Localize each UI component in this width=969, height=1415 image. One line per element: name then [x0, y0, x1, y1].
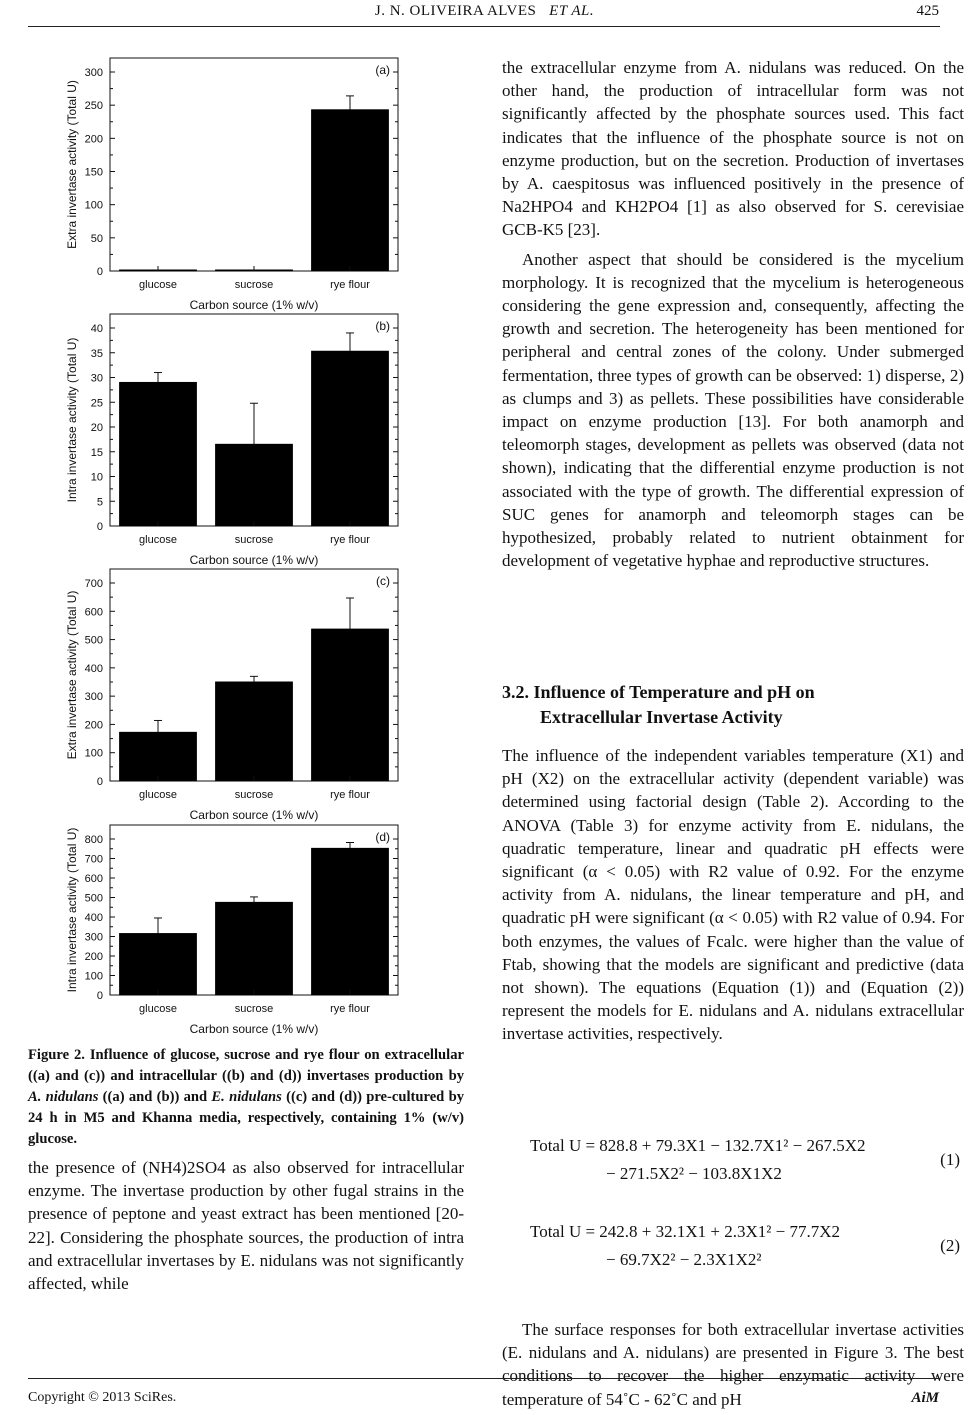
x-tick-label: glucose — [139, 279, 177, 291]
bar-rye-flour — [312, 629, 389, 781]
header-rule — [28, 26, 940, 27]
y-tick-label: 300 — [84, 691, 103, 704]
bar-glucose — [120, 732, 197, 781]
footer-rule — [28, 1378, 940, 1379]
panel-tag: (b) — [375, 319, 390, 333]
left-column-paragraph: the presence of (NH4)2SO4 as also observed for intracellular enzyme. The invertase production by other fugal strains in the presence of peptone and yeast extract has been mentioned [20-22]. Considering the phosphate sources, the production of intra and extracellular invertases by E. nidulans was not significantly affected, while — [28, 1158, 464, 1294]
x-axis-label: Carbon source (1% w/v) — [189, 553, 319, 567]
chart-panel-3 — [65, 825, 398, 1036]
equation-1 — [510, 1136, 960, 1196]
equation-2-line-2: − 69.7X2² − 2.3X1X2² — [606, 1250, 762, 1269]
y-tick-label: 200 — [84, 951, 103, 963]
y-tick-label: 0 — [96, 521, 103, 533]
y-tick-label: 200 — [84, 133, 103, 146]
y-tick-label: 0 — [96, 266, 103, 278]
equation-1-number: (1) — [940, 1150, 960, 1169]
bar-glucose — [120, 382, 197, 526]
y-tick-label: 600 — [84, 873, 103, 885]
x-tick-label: sucrose — [234, 279, 274, 291]
y-tick-label: 20 — [90, 422, 103, 434]
paragraph-factorial-design: The influence of the independent variables temperature (X1) and pH (X2) on the extracellular activity (dependent variable) was determined using factorial design (Table 2). According to the ANOVA (Table 3) for enzyme activity from E. nidulans, the quadratic temperature, linear and quadratic pH effects were significant (α < 0.05) with R2 value of 0.92. For the enzyme activity from A. nidulans, the linear temperature and pH, and quadratic pH were significant (α < 0.05) with R2 value of 0.94. For both enzymes, the values of Fcalc. were higher than the value of Ftab, showing that the models are significant and predictive (data not shown). The equations (Equation (1)) and (Equation (2)) represent the models for E. nidulans and A. nidulans extracellular invertase activities, respectively. — [502, 746, 964, 1044]
y-tick-label: 500 — [84, 892, 103, 905]
y-tick-label: 400 — [84, 912, 103, 924]
y-tick-label: 300 — [84, 931, 103, 944]
x-axis-label: Carbon source (1% w/v) — [189, 808, 319, 822]
y-tick-label: 150 — [84, 166, 103, 179]
y-tick-label: 5 — [96, 496, 103, 509]
y-tick-label: 35 — [90, 347, 103, 360]
equation-2 — [510, 1222, 960, 1282]
paragraph-phosphate: the extracellular enzyme from A. nidulans was reduced. On the other hand, the production of intracellular form was not significantly affected by the phosphate sources used. This fact indicates that the influence of the phosphate source is not on enzyme production, but on the secretion. Production of invertases by A. caespitosus was influenced positively in the presence of Na2HPO4 and KH2PO4 [1] as also observed for S. cerevisiae GCB-K5 [23]. — [502, 58, 964, 240]
x-tick-label: sucrose — [234, 1003, 274, 1015]
x-axis-label: Carbon source (1% w/v) — [189, 1022, 319, 1036]
y-tick-label: 100 — [84, 199, 103, 212]
y-tick-label: 15 — [90, 446, 103, 459]
y-axis-label: Intra invertase activity (Total U) — [65, 827, 79, 993]
y-tick-label: 0 — [96, 776, 103, 788]
y-tick-label: 400 — [84, 662, 103, 675]
y-tick-label: 250 — [84, 100, 103, 113]
page-header — [0, 0, 969, 40]
y-tick-label: 800 — [84, 834, 103, 846]
x-tick-label: glucose — [139, 789, 177, 801]
bar-glucose — [120, 934, 197, 995]
y-tick-label: 300 — [84, 67, 103, 79]
bar-rye-flour — [312, 110, 389, 271]
panel-tag: (d) — [375, 830, 390, 844]
running-title: J. N. OLIVEIRA ALVES ET AL. — [374, 3, 595, 19]
x-tick-label: glucose — [139, 1003, 177, 1015]
y-tick-label: 600 — [84, 606, 103, 619]
figure-2 — [0, 40, 480, 1036]
y-tick-label: 200 — [84, 719, 103, 732]
bar-rye-flour — [312, 848, 389, 995]
y-tick-label: 25 — [90, 397, 103, 410]
x-tick-label: rye flour — [330, 279, 370, 291]
figure-caption: Figure 2. Influence of glucose, sucrose and rye flour on extracellular ((a) and (c)) and intracellular ((b) and (d)) invertases production by A. nidulans ((a) and (b)) and E. nidulans ((c) and (d)) pre-cultured by 24 h in M5 and Khanna media, respectively, containing 1% (w/v) glucose. — [28, 1047, 464, 1147]
chart-panel-1 — [65, 314, 398, 567]
panel-tag: (c) — [376, 574, 390, 588]
x-tick-label: rye flour — [330, 789, 370, 801]
x-tick-label: sucrose — [234, 789, 274, 801]
equation-2-number: (2) — [940, 1236, 960, 1255]
bar-sucrose — [216, 682, 293, 781]
x-tick-label: sucrose — [234, 534, 274, 546]
x-tick-label: rye flour — [330, 534, 370, 546]
y-tick-label: 700 — [84, 578, 103, 590]
figure-2-charts — [0, 40, 480, 1036]
y-tick-label: 40 — [90, 323, 103, 335]
bar-rye-flour — [312, 351, 389, 526]
y-tick-label: 30 — [90, 372, 103, 385]
paragraph-morphology: Another aspect that should be considered is the mycelium morphology. It is recognized that the mycelium is heterogeneous considering the gene expression and, consequently, affecting the growth and secretion. The heterogeneity has been mentioned for peripheral and central zones of the colony. Under submerged fermentation, three types of growth can be observed: 1) disperse, 2) as clumps and 3) as pellets. These possibilities have considerable impact on enzyme production [13]. For both anamorph and teleomorph stages, development as pellets was observed (data not shown), indicating that the differential enzyme production is not associated with the type of growth. The differential expression of SUC genes for anamorph and teleomorph stages can be hypothesized, probably related to nutrient obtainment for development of vegetative hyphae and reproductive structures. — [502, 249, 964, 571]
right-column — [502, 56, 964, 572]
bar-sucrose — [216, 444, 293, 526]
y-tick-label: 100 — [84, 970, 103, 983]
chart-panel-2 — [65, 569, 398, 822]
bar-sucrose — [216, 902, 293, 995]
equation-1-line-2: − 271.5X2² − 103.8X1X2 — [606, 1164, 782, 1183]
page-number: 425 — [916, 3, 939, 19]
y-tick-label: 500 — [84, 634, 103, 647]
equation-2-line-1: Total U = 242.8 + 32.1X1 + 2.3X1² − 77.7X2 — [530, 1222, 840, 1241]
y-axis-label: Extra invertase activity (Total U) — [65, 80, 79, 249]
y-axis-label: Extra invertase activity (Total U) — [65, 590, 79, 760]
section-heading: 3.2. Influence of Temperature and pH on Extracellular Invertase Activity — [502, 682, 815, 727]
x-tick-label: rye flour — [330, 1003, 370, 1015]
footer-copyright: Copyright © 2013 SciRes. — [28, 1390, 177, 1405]
x-axis-label: Carbon source (1% w/v) — [189, 298, 319, 312]
paragraph-surface-responses: The surface responses for both extracellular invertase activities (E. nidulans and A. nidulans) are presented in Figure 3. The best conditions to recover the higher enzymatic activity were temperature of 54˚C - 62˚C and pH — [502, 1320, 964, 1409]
y-tick-label: 0 — [96, 990, 103, 1002]
panel-tag: (a) — [375, 63, 390, 77]
y-axis-label: Intra invertase activity (Total U) — [65, 337, 79, 503]
y-tick-label: 50 — [90, 232, 103, 245]
x-tick-label: glucose — [139, 534, 177, 546]
chart-panel-0 — [65, 58, 398, 312]
y-tick-label: 700 — [84, 853, 103, 866]
y-tick-label: 100 — [84, 747, 103, 760]
footer-journal: AiM — [911, 1390, 939, 1406]
y-tick-label: 10 — [90, 471, 103, 484]
equation-1-line-1: Total U = 828.8 + 79.3X1 − 132.7X1² − 267.5X2 — [530, 1136, 866, 1155]
